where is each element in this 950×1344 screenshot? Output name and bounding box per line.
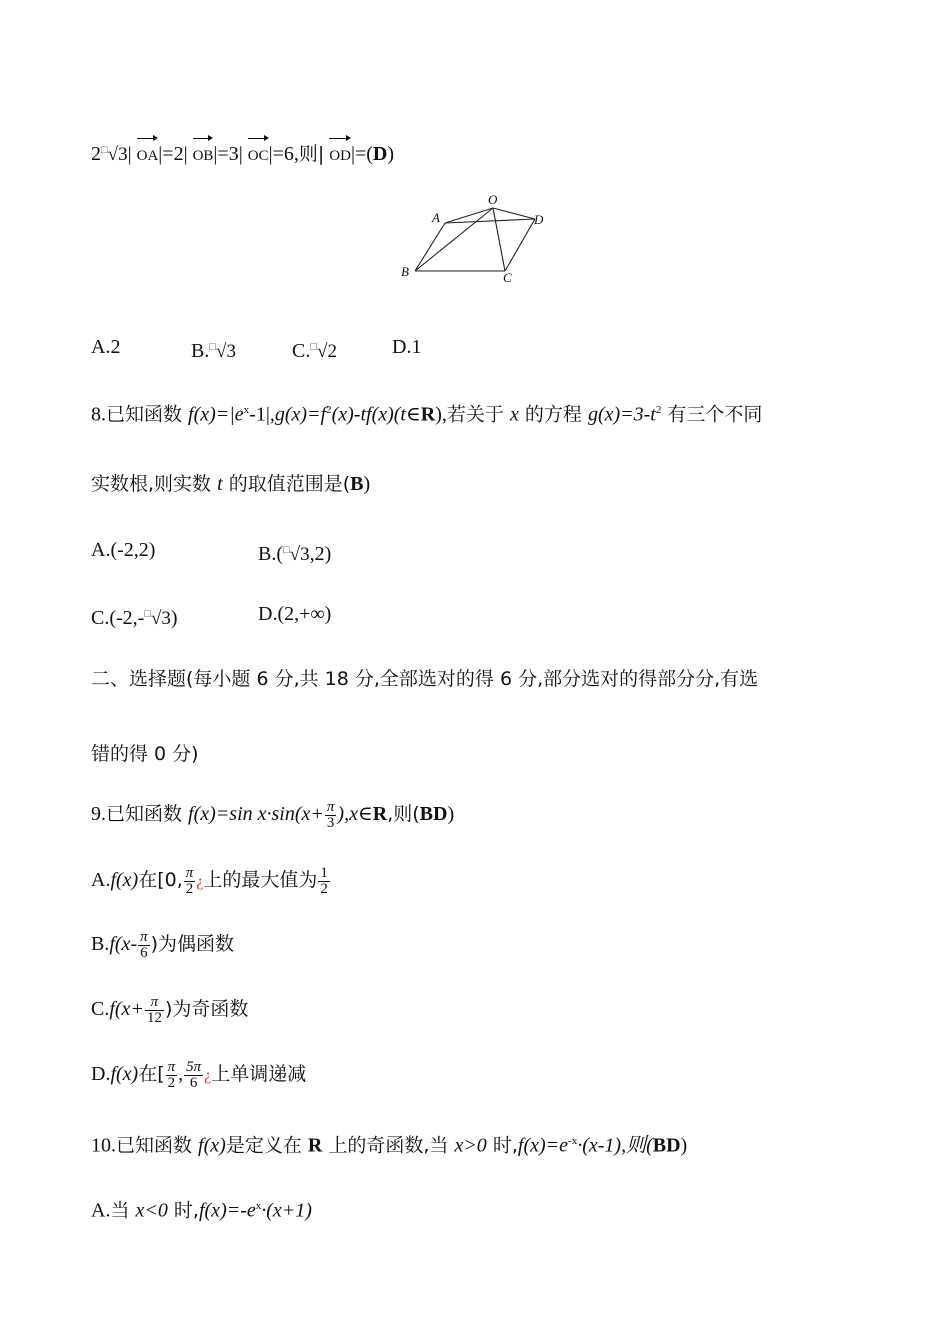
q8-answer: B	[350, 473, 364, 495]
q7-answer: D	[372, 143, 388, 165]
label-a: A	[432, 210, 440, 225]
q10-option-a: A.当 x<0 时$,f(x)=-e^x\cdot(x+1)$	[91, 1199, 312, 1222]
parallelogram-figure	[395, 190, 555, 285]
q8-stem-line1: 8.已知函数 $f(x)=|e^x-1|,g(x)=f^2(x)-tf(x)(t\in R)$,若关于 x 的方程 $g(x)=3-t^2$ 有三个不同	[91, 403, 763, 426]
q8-option-c: C.(-2,-□√3)	[91, 607, 178, 629]
q9-stem: 9.已知函数 f(x)=sin x·sin(x+ $\frac{\pi}{3}$ ),x∈R,则(BD)	[91, 799, 455, 831]
q9-option-c: C.f(x+ $\frac{\pi}{12}$ )为奇函数	[91, 994, 249, 1026]
q7-condition-line: 2□√3| OA|=2| OB|=3| OC|=6,则| OD|=(D)	[91, 136, 394, 170]
vector-od: OD	[329, 136, 351, 170]
q9-option-a: A.f(x)在[0, $\frac{\pi}{2}$ ¿上的最大值为 $\frac{1}{2}$	[91, 865, 328, 897]
label-b: B	[401, 264, 409, 279]
vector-oa: OA	[137, 136, 159, 170]
q8-option-b: B.(□√3,2)	[258, 543, 332, 565]
q8-stem-line2: 实数根,则实数 t 的取值范围是(B)	[91, 473, 371, 495]
q7-option-d: D.1	[392, 336, 422, 358]
q9-answer: BD	[419, 803, 448, 826]
label-c: C	[503, 270, 512, 285]
sqrt-3: □√3	[101, 144, 128, 165]
section-heading-line1: 二、选择题(每小题 6 分,共 18 分,全部选对的得 6 分,部分选对的得部分分,有选	[91, 668, 759, 690]
q10-stem: 10.已知函数 f(x)是定义在 R 上的奇函数,当 x>0 时$,f(x)=e^{-x}\cdot(x-1)$,则(BD)	[91, 1134, 688, 1157]
q10-answer: BD	[652, 1134, 681, 1157]
coefficient: 2	[91, 143, 101, 165]
vector-ob: OB	[193, 136, 214, 170]
label-d: D	[534, 212, 544, 227]
q8-option-d: D.(2,+∞)	[258, 603, 332, 625]
vector-oc: OC	[248, 136, 269, 170]
q9-option-b: B.f(x- $\frac{\pi}{6}$ )为偶函数	[91, 929, 235, 961]
section-heading-line2: 错的得 0 分)	[91, 743, 199, 765]
q9-option-d: D.f(x)在[ $\frac{\pi}{2}$ , $\frac{5\pi}{6}$ ¿上单调递减	[91, 1059, 307, 1091]
label-o: O	[488, 192, 498, 207]
q7-option-a: A.2	[91, 336, 121, 358]
q7-option-c: C.□√2	[292, 340, 337, 362]
q7-option-b: B.□√3	[191, 340, 236, 362]
q8-option-a: A.(-2,2)	[91, 539, 156, 561]
